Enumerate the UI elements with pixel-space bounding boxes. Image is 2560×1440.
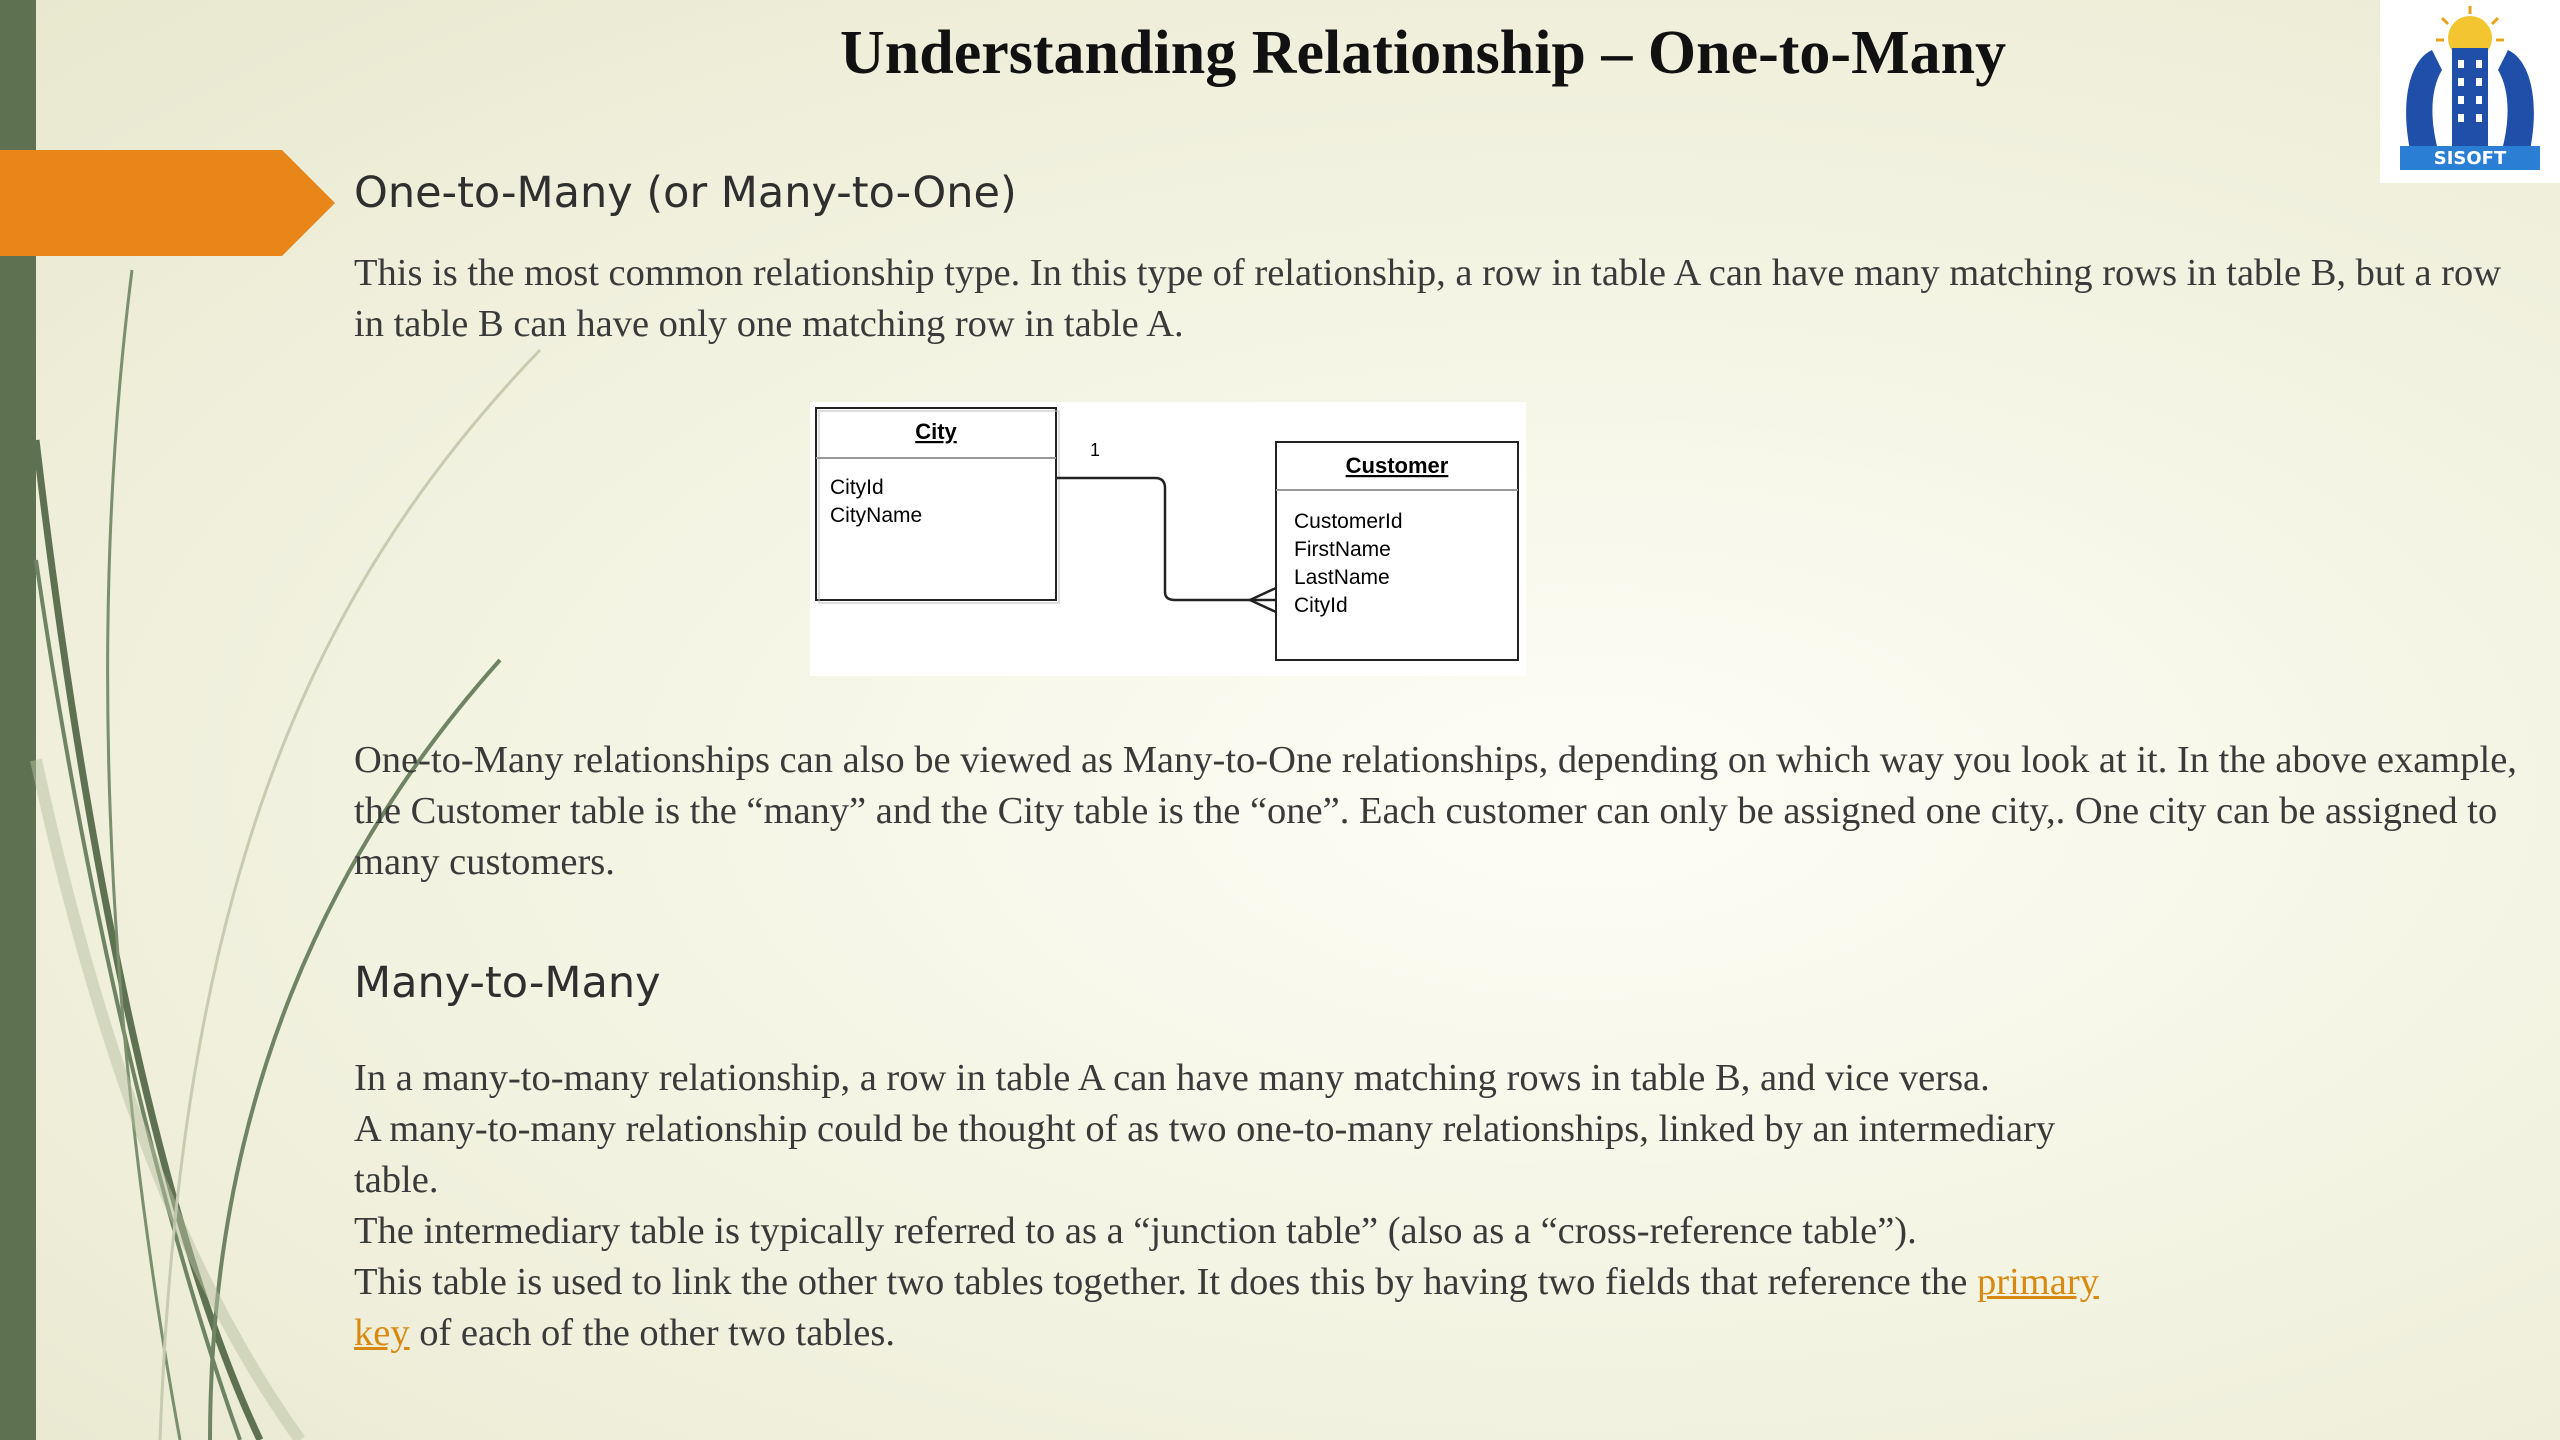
m2m-line-3: The intermediary table is typically referred to as a “junction table” (also as a “cross-reference table”). bbox=[354, 1210, 1917, 1252]
intro-paragraph bbox=[354, 248, 2534, 350]
city-table-title: City bbox=[915, 419, 957, 444]
m2m-line-4-prefix: This table is used to link the other two tables together. It does this by having two fields that reference the bbox=[354, 1261, 1978, 1303]
intro-text: This is the most common relationship type. In this type of relationship, a row in table A can have many matching rows in table B, but a row in table B can have only one matching row in table A. bbox=[354, 252, 2502, 345]
primary-key-link[interactable]: primary key bbox=[354, 1261, 2099, 1354]
m2m-line-2: A many-to-many relationship could be thought of as two one-to-many relationships, linked by an intermediary table. bbox=[354, 1108, 2056, 1201]
section-heading-one-to-many: One-to-Many (or Many-to-One) bbox=[354, 168, 1017, 218]
explanation-paragraph bbox=[354, 735, 2534, 888]
one-cardinality-label: 1 bbox=[1090, 440, 1101, 460]
explanation-text: One-to-Many relationships can also be viewed as Many-to-One relationships, depending on which way you look at it. In the above example, the Customer table is the “many” and the City table is the “one”. Each customer can only be assigned one city,. One city can be assigned to many customers. bbox=[354, 739, 2517, 883]
city-field: CityName bbox=[830, 504, 923, 527]
m2m-line-4 bbox=[354, 1257, 2114, 1359]
customer-field: CityId bbox=[1294, 594, 1348, 617]
customer-table-title: Customer bbox=[1345, 453, 1449, 478]
slide-title: Understanding Relationship – One-to-Many bbox=[840, 19, 2007, 87]
logo-wordmark: SISOFT bbox=[2433, 148, 2507, 169]
sisoft-logo bbox=[2380, 0, 2560, 183]
customer-field: CustomerId bbox=[1294, 510, 1403, 533]
city-field: CityId bbox=[830, 476, 884, 499]
er-diagram bbox=[810, 402, 1526, 676]
section-heading-many-to-many: Many-to-Many bbox=[354, 958, 661, 1008]
customer-field: FirstName bbox=[1294, 538, 1391, 561]
orange-arrow-tab bbox=[0, 150, 335, 256]
many-to-many-paragraph bbox=[354, 1053, 2114, 1359]
m2m-line-1: In a many-to-many relationship, a row in table A can have many matching rows in table B, and vice versa. bbox=[354, 1057, 1990, 1099]
customer-field: LastName bbox=[1294, 566, 1390, 589]
m2m-line-4-suffix: of each of the other two tables. bbox=[409, 1312, 895, 1354]
